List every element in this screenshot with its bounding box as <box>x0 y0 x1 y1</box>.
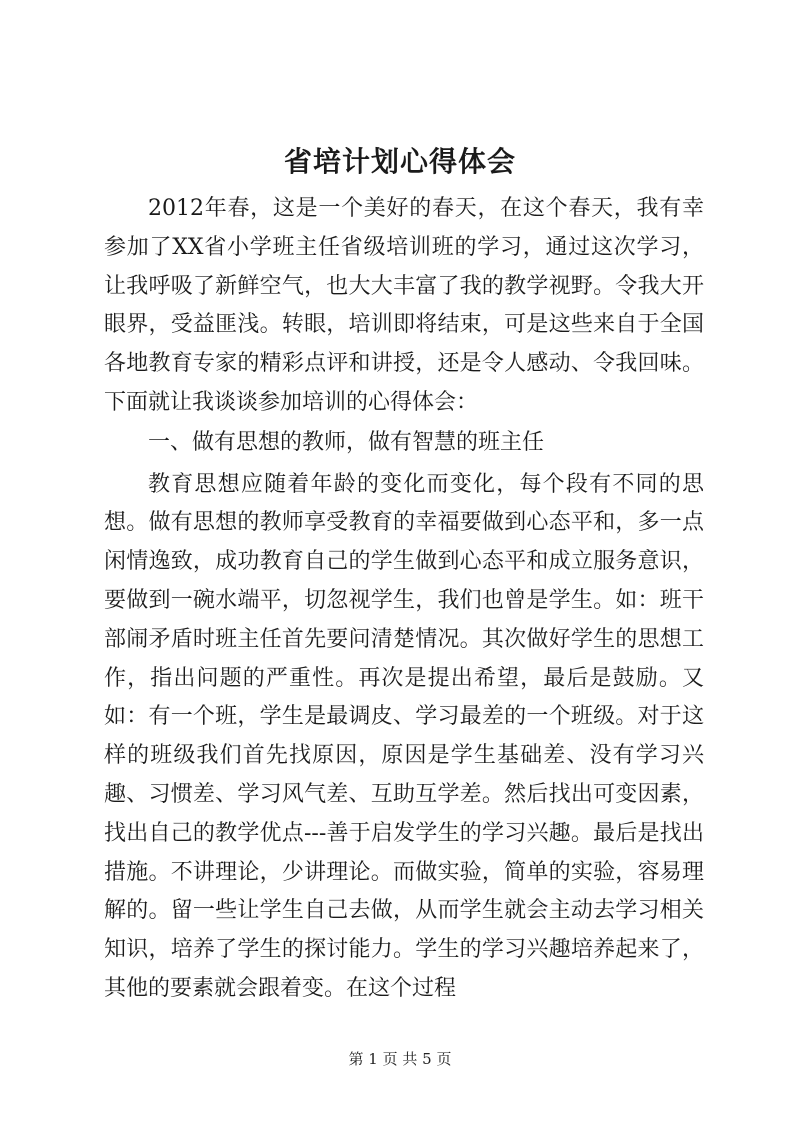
section-heading: 一、做有思想的教师，做有智慧的班主任 <box>148 429 545 455</box>
intro-paragraph: 2012年春，这是一个美好的春天，在这个春天，我有幸参加了XX省小学班主任省级培训班的学习，通过这次学习，让我呼吸了新鲜空气，也大大丰富了我的教学视野。令我大开眼界，受益匪浅。转眼，培训即将结束，可是这些来自于全国各地教育专家的精彩点评和讲授，还是令人感动、令我回味。下面就让我谈谈参加培训的心得体会： <box>104 196 704 415</box>
body-paragraph: 教育思想应随着年龄的变化而变化，每个段有不同的思想。做有思想的教师享受教育的幸福要做到心态平和，多一点闲情逸致，成功教育自己的学生做到心态平和成立服务意识，要做到一碗水端平，切忽视学生，我们也曾是学生。如：班干部闹矛盾时班主任首先要问清楚情况。其次做好学生的思想工作，指出问题的严重性。再次是提出希望，最后是鼓励。又如：有一个班，学生是最调皮、学习最差的一个班级。对于这样的班级我们首先找原因，原因是学生基础差、没有学习兴趣、习惯差、学习风气差、互助互学差。然后找出可变因素，找出自己的教学优点---善于启发学生的学习兴趣。最后是找出措施。不讲理论，少讲理论。而做实验，简单的实验，容易理解的。留一些让学生自己去做，从而学生就会主动去学习相关知识，培养了学生的探讨能力。学生的学习兴趣培养起来了，其他的要素就会跟着变。在这个过程 <box>104 471 704 1001</box>
document-title: 省培计划心得体会 <box>283 145 516 178</box>
page-number-footer: 第 1 页 共 5 页 <box>348 1050 452 1068</box>
document-body <box>104 190 704 1009</box>
